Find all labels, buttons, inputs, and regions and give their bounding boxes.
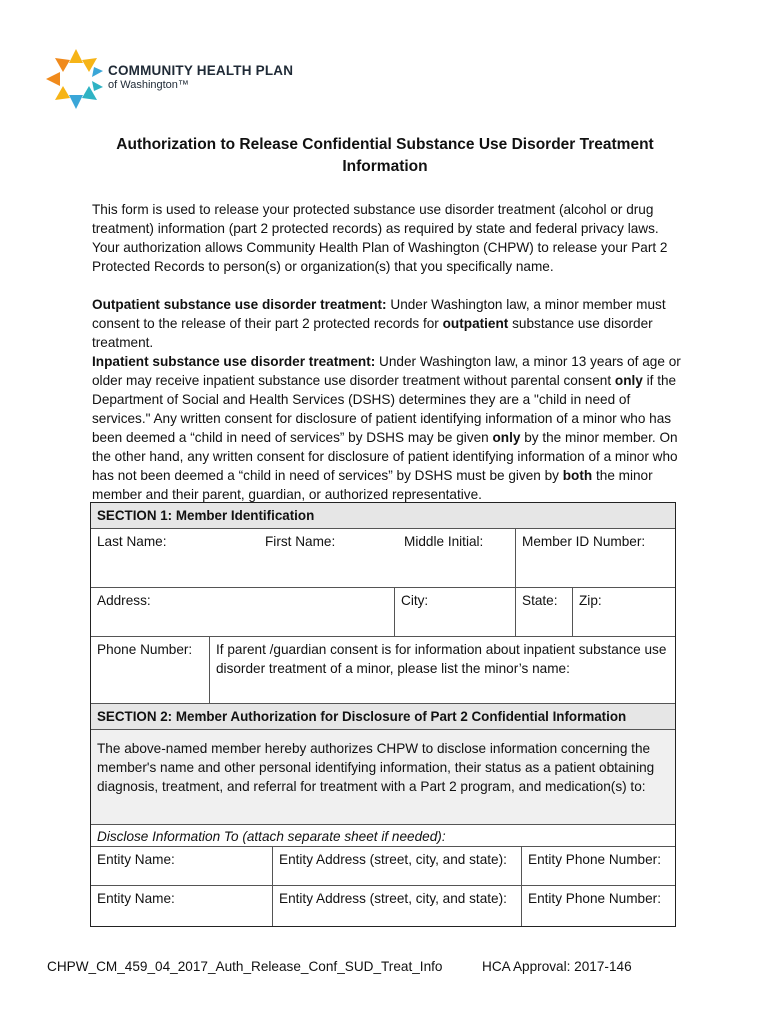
approval-footer: HCA Approval: 2017-146: [482, 959, 632, 974]
sunburst-logo-icon: [44, 45, 108, 113]
disclose-to-row: [91, 825, 675, 846]
last-name-field[interactable]: Last Name:: [97, 534, 167, 549]
section2-header-row: [91, 704, 675, 730]
minor-name-field[interactable]: If parent /guardian consent is for information about inpatient substance use disorder treatment of a minor, please list the minor’s name:: [216, 642, 667, 676]
address-row: [91, 588, 675, 637]
first-name-field[interactable]: First Name:: [265, 534, 336, 549]
phone-number-field[interactable]: Phone Number:: [91, 637, 210, 703]
entity-phone-field-1[interactable]: Entity Phone Number:: [528, 852, 661, 867]
entity-name-field-2[interactable]: Entity Name:: [91, 886, 273, 926]
authorization-form-table: [90, 502, 676, 927]
address-field[interactable]: Address:: [91, 588, 395, 636]
minor-consent-paragraph: Outpatient substance use disorder treatment: Under Washington law, a minor member must consent to the release of their part 2 protected records for outpatient substance use disorder treatment. Inpatient substance use disorder treatment: Under Washington law, a minor 13 years of age or older may receive inpatient substance use disorder treatment without parental consent only if the Department of Social and Health Services (DSHS) determines they are a "child in need of services." Any written consent for disclosure of patient identifying information of a minor who has been deemed a “child in need of services” by DSHS may be given only by the minor member. On the other hand, any written consent for disclosure of patient identifying information of a minor who has not been deemed a “child in need of services” by DSHS must be given by both the minor member and their parent, guardian, or authorized representative.: [92, 297, 681, 502]
entity-phone-field-2[interactable]: Entity Phone Number:: [528, 891, 661, 906]
form-id-footer: CHPW_CM_459_04_2017_Auth_Release_Conf_SUD_Treat_Info: [47, 959, 443, 974]
section2-heading: SECTION 2: Member Authorization for Disclosure of Part 2 Confidential Information: [91, 704, 675, 729]
city-field[interactable]: City:: [395, 588, 516, 636]
disclose-to-label: Disclose Information To (attach separate sheet if needed):: [97, 829, 446, 844]
section1-heading: SECTION 1: Member Identification: [91, 503, 675, 528]
section2-body-row: [91, 730, 675, 825]
entity-address-field-2[interactable]: Entity Address (street, city, and state):: [273, 886, 522, 926]
logo-line-1: COMMUNITY HEALTH PLAN: [108, 63, 294, 78]
entity-row-1: [91, 846, 675, 886]
zip-field[interactable]: Zip:: [579, 593, 602, 608]
name-row: [91, 529, 675, 588]
intro-paragraph: This form is used to release your protected substance use disorder treatment (alcohol or drug treatment) information (part 2 protected records) as required by state and federal privacy laws. Your authorization allows Community Health Plan of Washington (CHPW) to release your Part 2 Protected Records to person(s) or organization(s) that you specifically name.: [92, 202, 668, 274]
inpatient-label: Inpatient substance use disorder treatment:: [92, 354, 376, 369]
entity-name-field-1[interactable]: Entity Name:: [91, 847, 273, 885]
state-field[interactable]: State:: [516, 588, 573, 636]
middle-initial-field[interactable]: Middle Initial:: [398, 529, 516, 587]
chpw-logo: [44, 45, 304, 115]
section2-body-text: The above-named member hereby authorizes CHPW to disclose information concerning the member's name and other personal identifying information, their status as a patient obtaining diagnosis, treatment, and referral for treatment with a Part 2 program, and medication(s) to:: [97, 741, 655, 794]
outpatient-label: Outpatient substance use disorder treatment:: [92, 297, 387, 312]
member-id-field[interactable]: Member ID Number:: [522, 534, 646, 549]
document-title: Authorization to Release Confidential Substance Use Disorder Treatment Information: [116, 136, 654, 175]
phone-row: [91, 637, 675, 704]
section1-header-row: [91, 503, 675, 529]
logo-line-2: of Washington™: [108, 79, 189, 91]
entity-address-field-1[interactable]: Entity Address (street, city, and state):: [273, 847, 522, 885]
entity-row-2: [91, 886, 675, 926]
